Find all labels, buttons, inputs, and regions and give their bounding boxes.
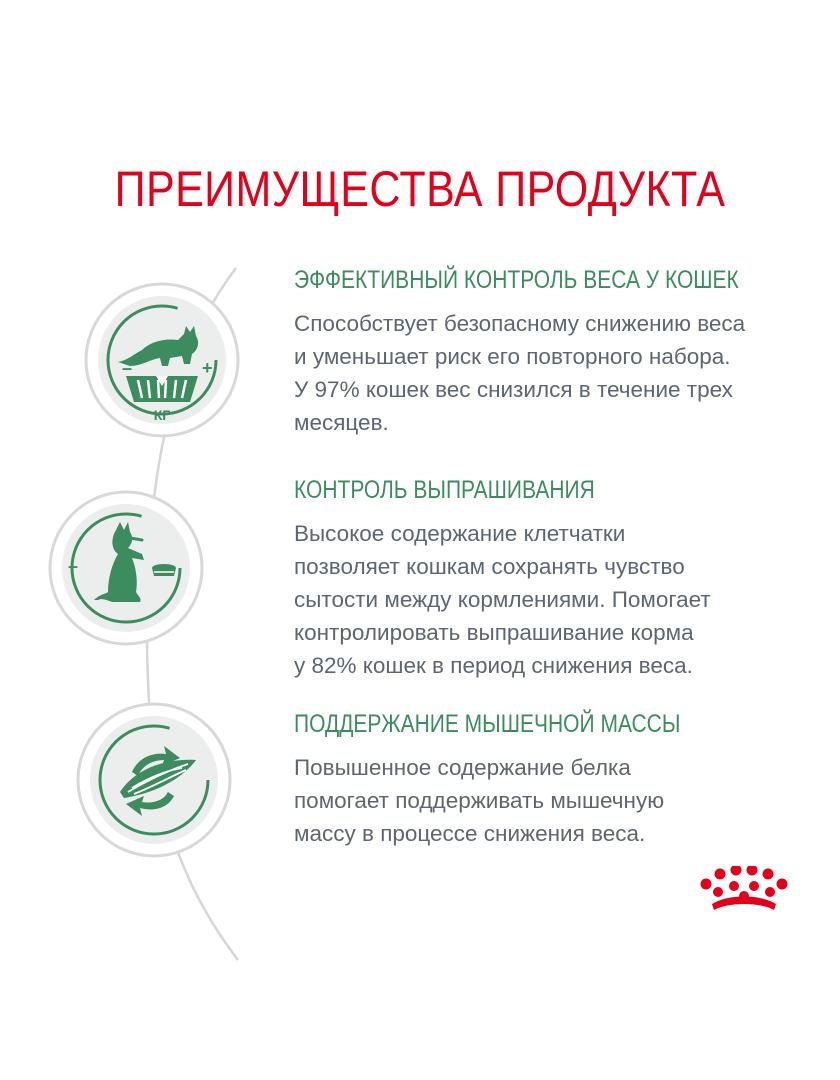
description-line: и уменьшает риск его повторного набора. bbox=[294, 344, 731, 369]
plus-sign: + bbox=[202, 358, 213, 378]
description-line: У 97% кошек вес снизился в течение трех bbox=[294, 377, 733, 402]
begging-cat-bowl-icon bbox=[46, 488, 206, 653]
page-title: ПРЕИМУЩЕСТВА ПРОДУКТА bbox=[114, 161, 726, 217]
description-line: Повышенное содержание белка bbox=[294, 755, 631, 780]
benefit-description bbox=[294, 517, 814, 682]
benefit-description bbox=[294, 307, 814, 439]
minus-sign: – bbox=[122, 358, 133, 378]
cat-weight-scale-icon bbox=[82, 280, 242, 445]
description-line: позволяет кошкам сохранять чувство bbox=[294, 554, 685, 579]
description-line: месяцев. bbox=[294, 410, 389, 435]
description-line: сытости между кормлениями. Помогает bbox=[294, 587, 711, 612]
benefit-muscle-mass bbox=[294, 710, 814, 850]
description-line: Способствует безопасному снижению веса bbox=[294, 311, 746, 336]
description-line: помогает поддерживать мышечную bbox=[294, 788, 665, 813]
minus-sign: – bbox=[68, 556, 79, 576]
benefit-title: ЭФФЕКТИВНЫЙ КОНТРОЛЬ ВЕСА У КОШЕК bbox=[294, 266, 739, 294]
benefit-title: ПОДДЕРЖАНИЕ МЫШЕЧНОЙ МАССЫ bbox=[294, 710, 681, 738]
benefit-title: КОНТРОЛЬ ВЫПРАШИВАНИЯ bbox=[294, 476, 595, 504]
benefit-weight-control bbox=[294, 266, 814, 439]
description-line: у 82% кошек в период снижения веса. bbox=[294, 653, 693, 678]
kg-label: КГ bbox=[153, 407, 171, 423]
description-line: контролировать выпрашивание корма bbox=[294, 620, 694, 645]
royal-canin-crown-icon bbox=[698, 866, 790, 916]
muscle-arrows-icon bbox=[74, 700, 234, 865]
benefit-begging-control bbox=[294, 476, 814, 682]
description-line: массу в процессе снижения веса. bbox=[294, 821, 646, 846]
benefit-description bbox=[294, 751, 814, 850]
description-line: Высокое содержание клетчатки bbox=[294, 521, 626, 546]
